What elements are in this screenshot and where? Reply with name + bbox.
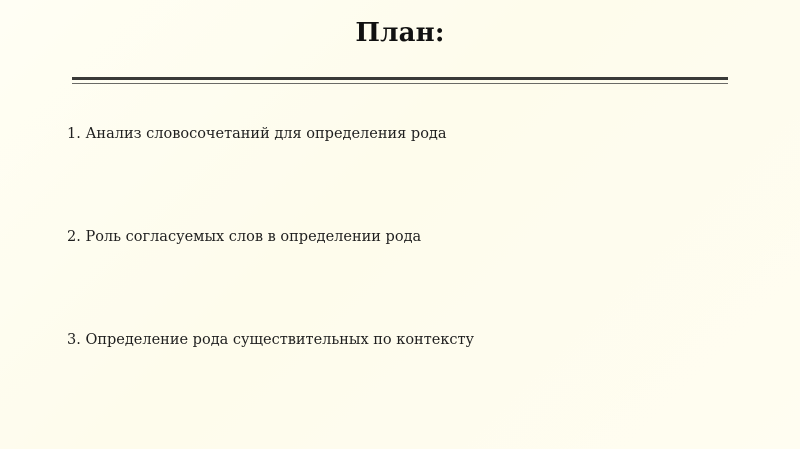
- plan-item-3: 3. Определение рода существительных по контексту: [67, 332, 475, 348]
- divider-thick-line: [72, 77, 728, 80]
- divider-thin-line: [72, 83, 728, 84]
- plan-item-1: 1. Анализ словосочетаний для определения рода: [67, 126, 447, 142]
- title-divider: [72, 77, 728, 87]
- plan-item-2: 2. Роль согласуемых слов в определении рода: [67, 229, 422, 245]
- slide-title: План:: [355, 18, 445, 48]
